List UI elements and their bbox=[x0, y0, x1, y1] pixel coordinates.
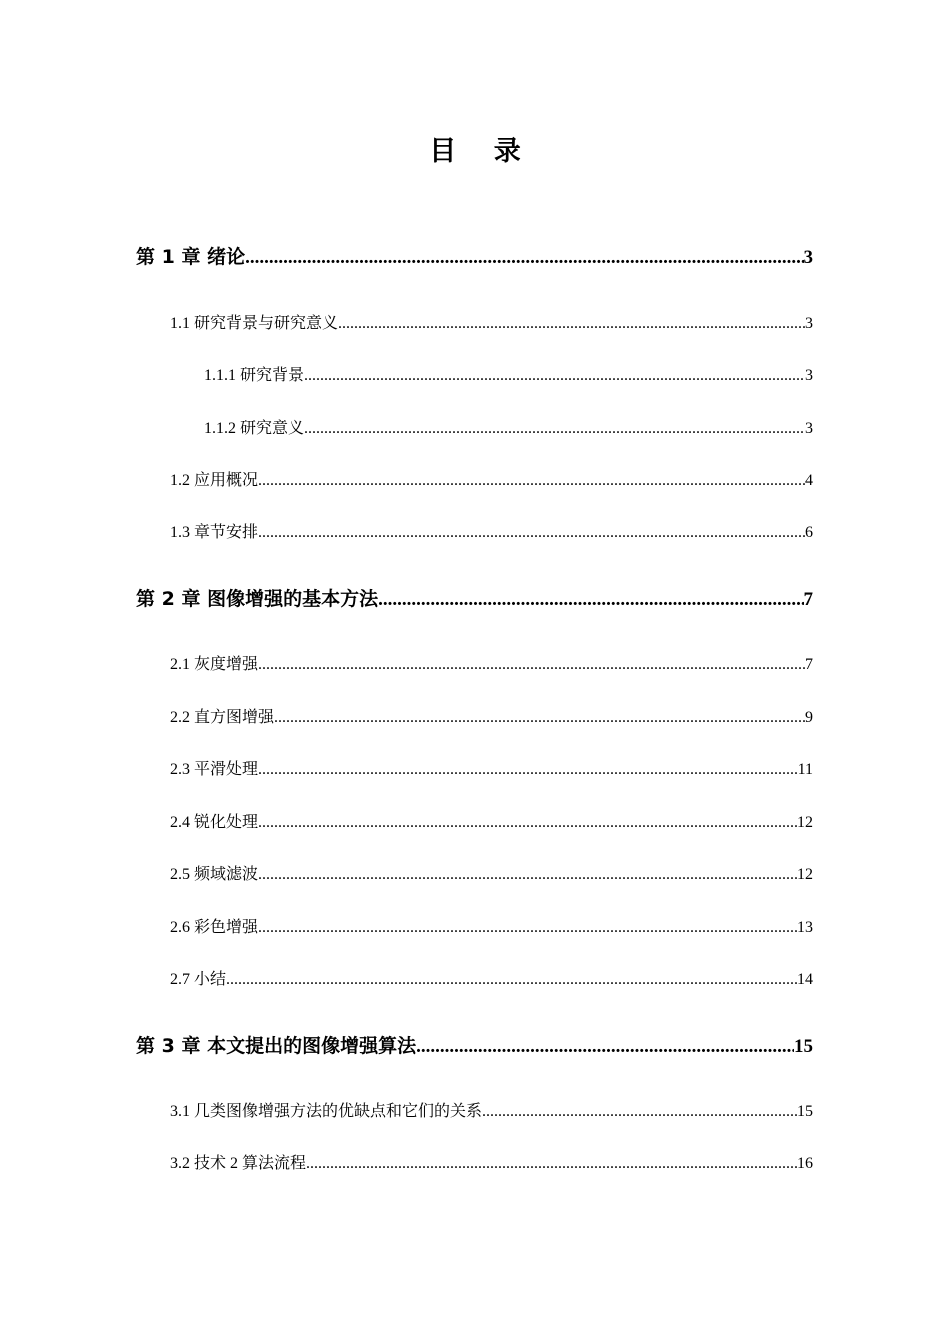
toc-entry-label: 1.1 研究背景与研究意义 bbox=[170, 315, 339, 332]
dot-leader bbox=[258, 913, 797, 943]
toc-page-number: 7 bbox=[803, 589, 813, 610]
dot-leader bbox=[338, 309, 805, 339]
toc-entry-label: 2.5 频域滤波 bbox=[170, 866, 259, 883]
dot-leader bbox=[306, 1149, 797, 1179]
dot-leader bbox=[258, 466, 805, 496]
toc-entry-label: 1.1.1 研究背景 bbox=[204, 367, 305, 384]
toc-page-number: 3 bbox=[805, 315, 813, 332]
toc-page-number: 3 bbox=[805, 420, 813, 437]
toc-entry-label: 第 2 章 图像增强的基本方法 bbox=[136, 588, 379, 610]
dot-leader bbox=[245, 243, 803, 272]
toc-title: 目 录 bbox=[429, 136, 535, 167]
toc-entry-label: 1.3 章节安排 bbox=[170, 524, 259, 541]
toc-page-number: 16 bbox=[797, 1155, 813, 1172]
toc-entry-label: 1.2 应用概况 bbox=[170, 472, 259, 489]
toc-entry-chapter-1[interactable] bbox=[136, 242, 813, 272]
toc-page-number: 15 bbox=[797, 1103, 813, 1120]
toc-entry-subsection-1-1-1[interactable] bbox=[204, 361, 813, 391]
toc-entry-section-2-7[interactable] bbox=[170, 965, 813, 995]
toc-page-number: 11 bbox=[797, 761, 813, 778]
toc-entry-section-1-1[interactable] bbox=[170, 309, 813, 339]
dot-leader bbox=[416, 1032, 794, 1061]
dot-leader bbox=[258, 650, 805, 680]
dot-leader bbox=[258, 860, 797, 890]
toc-entry-section-2-1[interactable] bbox=[170, 650, 813, 680]
toc-entry-label: 第 3 章 本文提出的图像增强算法 bbox=[136, 1035, 417, 1057]
toc-entry-section-2-5[interactable] bbox=[170, 860, 813, 890]
toc-entry-label: 2.7 小结 bbox=[170, 971, 227, 988]
toc-entry-section-1-3[interactable] bbox=[170, 518, 813, 548]
toc-page-number: 4 bbox=[805, 472, 813, 489]
toc-entry-chapter-2[interactable] bbox=[136, 584, 813, 614]
toc-entry-label: 2.3 平滑处理 bbox=[170, 761, 259, 778]
toc-entry-section-2-2[interactable] bbox=[170, 703, 813, 733]
toc-page-number: 3 bbox=[803, 247, 813, 268]
dot-leader bbox=[226, 965, 797, 995]
toc-page-number: 15 bbox=[794, 1036, 813, 1057]
toc-page-number: 3 bbox=[805, 367, 813, 384]
dot-leader bbox=[304, 414, 805, 444]
toc-entry-label: 2.6 彩色增强 bbox=[170, 919, 259, 936]
dot-leader bbox=[274, 703, 805, 733]
toc-entry-section-3-2[interactable] bbox=[170, 1149, 813, 1179]
toc-entry-section-2-6[interactable] bbox=[170, 913, 813, 943]
dot-leader bbox=[304, 361, 805, 391]
dot-leader bbox=[258, 755, 798, 785]
toc-page-number: 12 bbox=[797, 814, 813, 831]
toc-page-number: 7 bbox=[805, 656, 813, 673]
toc-page-number: 14 bbox=[797, 971, 813, 988]
toc-entry-label: 2.4 锐化处理 bbox=[170, 814, 259, 831]
toc-entry-label: 2.1 灰度增强 bbox=[170, 656, 259, 673]
toc-entry-section-1-2[interactable] bbox=[170, 466, 813, 496]
toc-entry-label: 第 1 章 绪论 bbox=[136, 246, 246, 268]
toc-entry-label: 3.2 技术 2 算法流程 bbox=[170, 1155, 307, 1172]
toc-page-number: 9 bbox=[805, 709, 813, 726]
toc-entry-label: 2.2 直方图增强 bbox=[170, 709, 275, 726]
dot-leader bbox=[258, 518, 805, 548]
toc-entry-subsection-1-1-2[interactable] bbox=[204, 414, 813, 444]
toc-entry-section-2-4[interactable] bbox=[170, 808, 813, 838]
toc-entry-section-3-1[interactable] bbox=[170, 1097, 813, 1127]
toc-entry-chapter-3[interactable] bbox=[136, 1031, 813, 1061]
toc-page-number: 12 bbox=[797, 866, 813, 883]
toc-entry-section-2-3[interactable] bbox=[170, 755, 813, 785]
toc-page-number: 6 bbox=[805, 524, 813, 541]
toc-entry-label: 3.1 几类图像增强方法的优缺点和它们的关系 bbox=[170, 1103, 483, 1120]
toc-entry-label: 1.1.2 研究意义 bbox=[204, 420, 305, 437]
dot-leader bbox=[258, 808, 797, 838]
toc-page-number: 13 bbox=[797, 919, 813, 936]
dot-leader bbox=[482, 1097, 797, 1127]
dot-leader bbox=[378, 585, 803, 614]
